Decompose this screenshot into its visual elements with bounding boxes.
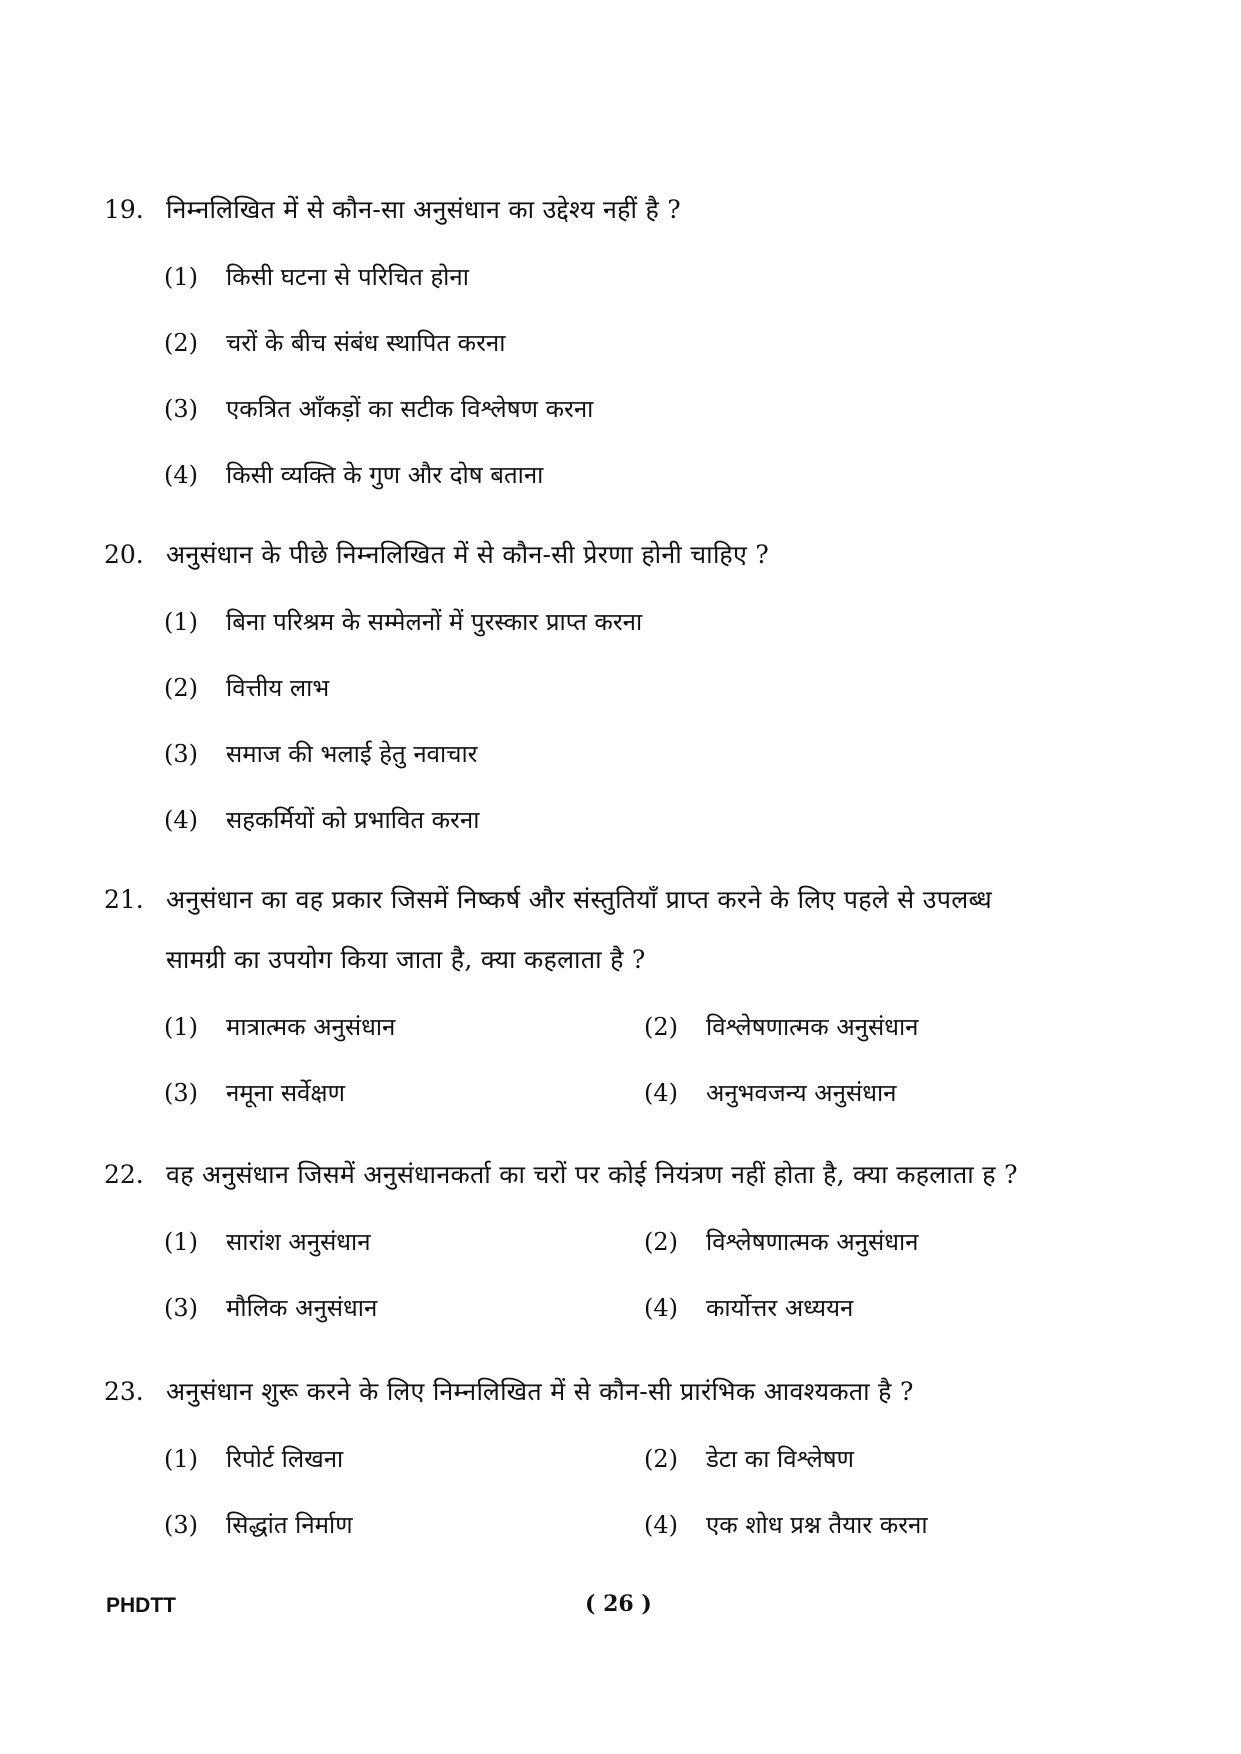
question-text: निम्नलिखित में से कौन-सा अनुसंधान का उद्देश्य नहीं है ? <box>166 195 681 224</box>
options-list <box>164 1426 1144 1558</box>
option-text: विश्लेषणात्मक अनुसंधान <box>706 1013 919 1041</box>
option-text: एक शोध प्रश्न तैयार करना <box>706 1511 928 1539</box>
option-text: बिना परिश्रम के सम्मेलनों में पुरस्कार प्राप्त करना <box>226 608 643 636</box>
option <box>164 1060 644 1126</box>
question-23 <box>104 1362 1144 1558</box>
option <box>644 1426 1124 1492</box>
question-number: 22. <box>104 1160 144 1189</box>
question-number: 21. <box>104 885 144 914</box>
question-22 <box>104 1145 1144 1341</box>
option-text: कार्योत्तर अध्ययन <box>706 1294 854 1322</box>
option-number: (1) <box>164 1228 198 1256</box>
question-20 <box>104 525 1144 853</box>
option <box>644 994 1124 1060</box>
option-number: (2) <box>644 1445 678 1473</box>
option <box>644 1492 1124 1558</box>
option <box>164 310 1124 376</box>
option-text: समाज की भलाई हेतु नवाचार <box>226 740 478 768</box>
option-text: सारांश अनुसंधान <box>226 1228 371 1256</box>
option-number: (2) <box>644 1013 678 1041</box>
option <box>164 721 1124 787</box>
option-number: (3) <box>164 740 198 768</box>
option-text: विश्लेषणात्मक अनुसंधान <box>706 1228 919 1256</box>
question-21 <box>104 870 1144 1126</box>
options-list <box>164 994 1144 1126</box>
option-number: (1) <box>164 1445 198 1473</box>
option-number: (2) <box>164 674 198 702</box>
option-text: किसी व्यक्ति के गुण और दोष बताना <box>226 461 544 489</box>
option-text: रिपोर्ट लिखना <box>226 1445 344 1473</box>
option-number: (2) <box>644 1228 678 1256</box>
options-list <box>164 244 1144 508</box>
option-number: (4) <box>644 1294 678 1322</box>
option <box>164 376 1124 442</box>
option-text: चरों के बीच संबंध स्थापित करना <box>226 329 506 357</box>
question-text-line-1: अनुसंधान का वह प्रकार जिसमें निष्कर्ष और संस्तुतियाँ प्राप्त करने के लिए पहले से उपलब्ध <box>166 885 993 914</box>
option <box>644 1275 1124 1341</box>
option <box>164 244 1124 310</box>
options-list <box>164 589 1144 853</box>
option-number: (3) <box>164 1079 198 1107</box>
question-number: 20. <box>104 540 144 569</box>
question-text: अनुसंधान के पीछे निम्नलिखित में से कौन-सी प्रेरणा होनी चाहिए ? <box>166 540 770 569</box>
option-text: मात्रात्मक अनुसंधान <box>226 1013 396 1041</box>
option-text: वित्तीय लाभ <box>226 674 330 702</box>
option-number: (4) <box>644 1079 678 1107</box>
option-text: सिद्धांत निर्माण <box>226 1511 353 1539</box>
question-text: अनुसंधान शुरू करने के लिए निम्नलिखित में से कौन-सी प्रारंभिक आवश्यकता है ? <box>166 1377 914 1406</box>
page-number: ( 26 ) <box>585 1591 652 1617</box>
option-text: मौलिक अनुसंधान <box>226 1294 378 1322</box>
option <box>164 655 1124 721</box>
options-list <box>164 1209 1144 1341</box>
option <box>164 787 1124 853</box>
option-number: (4) <box>644 1511 678 1539</box>
option <box>644 1060 1124 1126</box>
option-number: (4) <box>164 806 198 834</box>
question-text-line-2: सामग्री का उपयोग किया जाता है, क्या कहलाता है ? <box>166 945 646 974</box>
option-text: सहकर्मियों को प्रभावित करना <box>226 806 480 834</box>
option-text: किसी घटना से परिचित होना <box>226 263 469 291</box>
option-text: डेटा का विश्लेषण <box>706 1445 855 1473</box>
question-text: वह अनुसंधान जिसमें अनुसंधानकर्ता का चरों पर कोई नियंत्रण नहीं होता है, क्या कहलाता ह ? <box>166 1160 1018 1189</box>
option <box>164 442 1124 508</box>
option <box>164 589 1124 655</box>
option-number: (3) <box>164 1294 198 1322</box>
question-number: 23. <box>104 1377 144 1406</box>
option-number: (4) <box>164 461 198 489</box>
option-number: (1) <box>164 1013 198 1041</box>
question-19 <box>104 180 1144 508</box>
option-number: (1) <box>164 263 198 291</box>
option <box>164 994 644 1060</box>
option-text: एकत्रित आँकड़ों का सटीक विश्लेषण करना <box>226 395 594 423</box>
question-number: 19. <box>104 195 144 224</box>
option <box>644 1209 1124 1275</box>
option-number: (2) <box>164 329 198 357</box>
option-number: (3) <box>164 395 198 423</box>
option <box>164 1275 644 1341</box>
paper-code: PHDTT <box>106 1594 176 1617</box>
option <box>164 1209 644 1275</box>
option <box>164 1492 644 1558</box>
option-text: नमूना सर्वेक्षण <box>226 1079 345 1107</box>
option-number: (1) <box>164 608 198 636</box>
option-number: (3) <box>164 1511 198 1539</box>
option <box>164 1426 644 1492</box>
option-text: अनुभवजन्य अनुसंधान <box>706 1079 897 1107</box>
